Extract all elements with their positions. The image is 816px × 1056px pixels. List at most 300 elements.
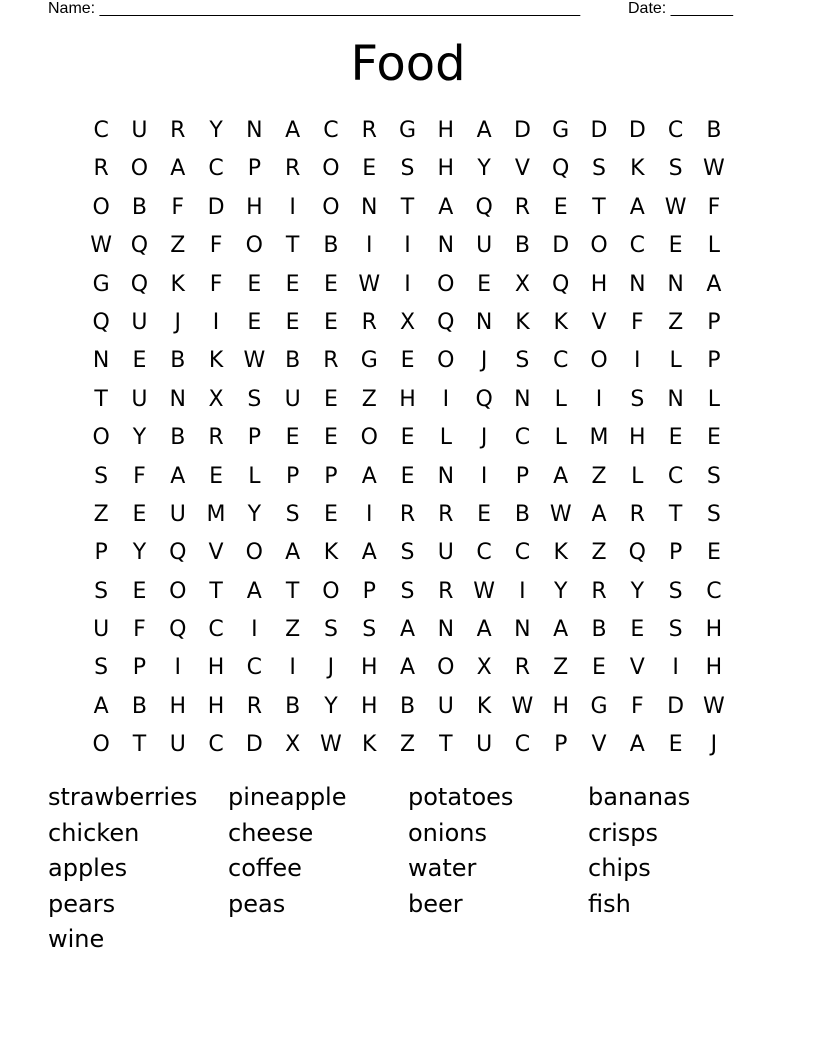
grid-letter[interactable]: Q xyxy=(475,194,493,220)
grid-letter[interactable]: H xyxy=(629,425,646,451)
grid-letter[interactable]: S xyxy=(706,501,721,527)
word-list-item: chicken xyxy=(48,818,140,847)
grid-letter[interactable]: E xyxy=(553,194,568,220)
grid-letter[interactable]: S xyxy=(323,617,338,643)
grid-letter[interactable]: P xyxy=(132,655,147,681)
grid-letter[interactable]: R xyxy=(246,693,262,719)
grid-letter[interactable]: U xyxy=(437,693,454,719)
grid-letter[interactable]: A xyxy=(476,617,492,643)
grid-letter[interactable]: K xyxy=(323,540,339,566)
grid-letter[interactable]: J xyxy=(327,655,335,681)
grid-letter[interactable]: B xyxy=(170,425,186,451)
grid-letter[interactable]: A xyxy=(476,118,492,143)
grid-letter[interactable]: E xyxy=(706,540,721,566)
grid-letter[interactable]: E xyxy=(668,732,683,758)
grid-letter[interactable]: I xyxy=(480,463,488,489)
grid-letter[interactable]: P xyxy=(324,463,338,489)
grid-letter[interactable]: L xyxy=(248,463,261,489)
grid-letter[interactable]: U xyxy=(476,732,493,758)
grid-letter[interactable]: D xyxy=(207,194,225,220)
grid-letter[interactable]: E xyxy=(323,386,338,412)
grid-letter[interactable]: L xyxy=(707,386,721,412)
grid-letter[interactable]: W xyxy=(703,693,725,719)
grid-letter[interactable]: I xyxy=(365,501,373,527)
grid-letter[interactable]: G xyxy=(590,693,608,719)
grid-letter[interactable]: J xyxy=(174,309,181,335)
grid-letter[interactable]: R xyxy=(514,655,531,681)
grid-letter[interactable]: E xyxy=(323,501,338,527)
grid-letter[interactable]: O xyxy=(322,156,340,182)
grid-letter[interactable]: M xyxy=(206,501,226,527)
grid-letter[interactable]: C xyxy=(706,578,722,604)
grid-letter[interactable]: W xyxy=(511,693,534,719)
grid-letter[interactable]: A xyxy=(93,693,109,719)
grid-row xyxy=(82,458,734,496)
grid-letter[interactable]: H xyxy=(360,655,378,681)
grid-letter[interactable]: L xyxy=(554,386,567,412)
grid-letter[interactable]: O xyxy=(322,194,340,220)
grid-letter[interactable]: E xyxy=(362,156,377,182)
grid-letter[interactable]: I xyxy=(212,309,220,335)
grid-letter[interactable]: U xyxy=(131,118,148,143)
grid-letter[interactable]: I xyxy=(174,655,181,681)
grid-letter[interactable]: E xyxy=(285,309,300,335)
grid-letter[interactable]: U xyxy=(131,309,148,335)
grid-letter[interactable]: E xyxy=(132,501,147,527)
grid-letter[interactable]: G xyxy=(360,348,378,374)
grid-letter[interactable]: S xyxy=(592,156,606,182)
grid-letter[interactable]: D xyxy=(628,118,646,143)
grid-letter[interactable]: E xyxy=(668,425,683,451)
grid-letter[interactable]: V xyxy=(591,732,607,758)
grid-letter[interactable]: X xyxy=(399,309,416,335)
grid-letter[interactable]: O xyxy=(360,425,378,451)
grid-letter[interactable]: V xyxy=(629,655,645,681)
grid-letter[interactable]: S xyxy=(94,578,109,604)
grid-letter[interactable]: Z xyxy=(591,463,607,489)
grid-letter[interactable]: N xyxy=(92,348,110,374)
grid-letter[interactable]: J xyxy=(480,425,488,451)
grid-letter[interactable]: S xyxy=(247,386,262,412)
grid-letter[interactable]: S xyxy=(400,578,415,604)
grid-letter[interactable]: A xyxy=(285,540,301,566)
grid-letter[interactable]: E xyxy=(323,309,338,335)
grid-letter[interactable]: U xyxy=(169,501,186,527)
grid-letter[interactable]: J xyxy=(710,732,718,758)
grid-letter[interactable]: E xyxy=(477,271,492,297)
grid-letter[interactable]: N xyxy=(667,271,684,297)
word-list-item: wine xyxy=(48,925,105,953)
grid-letter[interactable]: S xyxy=(630,386,645,412)
grid-letter[interactable]: Y xyxy=(553,578,568,604)
word-list-item: chips xyxy=(588,854,651,882)
grid-letter[interactable]: S xyxy=(400,540,415,566)
grid-letter[interactable]: U xyxy=(476,233,493,259)
grid-letter[interactable]: S xyxy=(668,156,683,182)
grid-letter[interactable]: Q xyxy=(130,271,149,297)
grid-letter[interactable]: N xyxy=(514,386,531,412)
grid-letter[interactable]: G xyxy=(92,271,110,297)
grid-letter[interactable]: Z xyxy=(553,655,569,681)
grid-letter[interactable]: C xyxy=(667,463,684,489)
grid-letter[interactable]: O xyxy=(437,655,455,681)
grid-letter[interactable]: C xyxy=(629,233,645,259)
grid-letter[interactable]: E xyxy=(706,425,721,451)
grid-letter[interactable]: W xyxy=(358,271,381,297)
grid-letter[interactable]: S xyxy=(285,501,300,527)
grid-letter[interactable]: A xyxy=(399,617,416,643)
grid-letter[interactable]: K xyxy=(515,309,530,335)
grid-letter[interactable]: S xyxy=(706,463,721,489)
grid-letter[interactable]: P xyxy=(668,540,683,566)
grid-letter[interactable]: E xyxy=(323,425,338,451)
grid-letter[interactable]: N xyxy=(246,118,263,143)
grid-letter[interactable]: Z xyxy=(170,233,186,259)
grid-letter[interactable]: B xyxy=(131,194,147,220)
grid-letter[interactable]: N xyxy=(629,271,646,297)
grid-letter[interactable]: U xyxy=(437,540,454,566)
grid-letter[interactable]: R xyxy=(629,501,645,527)
grid-letter[interactable]: T xyxy=(285,578,300,604)
grid-letter[interactable]: U xyxy=(169,732,186,758)
grid-letter[interactable]: E xyxy=(285,425,300,451)
grid-letter[interactable]: E xyxy=(323,271,338,297)
grid-letter[interactable]: G xyxy=(398,118,417,143)
grid-letter[interactable]: K xyxy=(476,693,492,719)
grid-letter[interactable]: R xyxy=(361,118,377,143)
grid-letter[interactable]: E xyxy=(132,578,147,604)
grid-letter[interactable]: O xyxy=(92,194,110,220)
grid-letter[interactable]: S xyxy=(515,348,530,374)
grid-letter[interactable]: A xyxy=(553,463,569,489)
grid-letter[interactable]: O xyxy=(92,425,110,451)
grid-letter[interactable]: F xyxy=(209,271,223,297)
grid-letter[interactable]: N xyxy=(360,194,378,220)
grid-letter[interactable]: E xyxy=(630,617,645,643)
grid-letter[interactable]: Q xyxy=(92,309,110,335)
grid-letter[interactable]: S xyxy=(400,156,415,182)
grid-letter[interactable]: F xyxy=(171,194,185,220)
grid-letter[interactable]: O xyxy=(92,732,110,758)
grid-letter[interactable]: H xyxy=(360,693,378,719)
grid-letter[interactable]: H xyxy=(705,617,723,643)
grid-letter[interactable]: N xyxy=(169,386,186,412)
grid-letter[interactable]: R xyxy=(208,425,224,451)
grid-letter[interactable]: N xyxy=(437,617,455,643)
grid-letter[interactable]: F xyxy=(630,693,644,719)
grid-letter[interactable]: T xyxy=(439,732,453,758)
grid-letter[interactable]: H xyxy=(437,118,455,143)
grid-letter[interactable]: I xyxy=(404,233,411,259)
grid-letter[interactable]: H xyxy=(207,693,225,719)
grid-letter[interactable]: A xyxy=(629,194,645,220)
grid-row xyxy=(82,726,734,764)
grid-letter[interactable]: R xyxy=(514,194,531,220)
grid-letter[interactable]: I xyxy=(634,348,641,374)
grid-letter[interactable]: H xyxy=(705,655,723,681)
grid-letter[interactable]: X xyxy=(514,271,530,297)
grid-letter[interactable]: W xyxy=(243,348,266,374)
grid-letter[interactable]: Y xyxy=(324,693,338,719)
grid-letter[interactable]: H xyxy=(552,693,569,719)
grid-letter[interactable]: H xyxy=(590,271,608,297)
grid-letter[interactable]: F xyxy=(707,194,721,220)
grid-letter[interactable]: U xyxy=(93,617,110,643)
grid-letter[interactable]: R xyxy=(438,578,454,604)
grid-letter[interactable]: C xyxy=(514,540,531,566)
grid-letter[interactable]: F xyxy=(133,617,146,643)
grid-letter[interactable]: N xyxy=(475,309,493,335)
grid-letter[interactable]: T xyxy=(592,194,606,220)
grid-letter[interactable]: O xyxy=(437,348,455,374)
grid-letter[interactable]: L xyxy=(707,233,721,259)
grid-letter[interactable]: N xyxy=(437,463,455,489)
grid-letter[interactable]: E xyxy=(400,463,415,489)
grid-letter[interactable]: Z xyxy=(361,386,377,412)
grid-letter[interactable]: Q xyxy=(169,617,187,643)
grid-letter[interactable]: W xyxy=(703,156,725,182)
grid-letter[interactable]: K xyxy=(553,309,568,335)
grid-letter[interactable]: L xyxy=(439,425,452,451)
grid-letter[interactable]: Q xyxy=(552,156,570,182)
grid-letter[interactable]: S xyxy=(94,463,109,489)
word-list-item: pears xyxy=(48,889,116,918)
grid-letter[interactable]: W xyxy=(664,194,687,220)
grid-letter[interactable]: O xyxy=(245,233,263,259)
grid-letter[interactable]: B xyxy=(514,501,530,527)
grid-letter[interactable]: A xyxy=(553,617,569,643)
grid-letter[interactable]: Y xyxy=(132,540,147,566)
grid-letter[interactable]: Z xyxy=(399,732,416,758)
grid-letter[interactable]: D xyxy=(245,732,263,758)
grid-letter[interactable]: F xyxy=(630,309,644,335)
grid-letter[interactable]: D xyxy=(552,233,570,259)
grid-letter[interactable]: C xyxy=(553,348,569,374)
grid-letter[interactable]: D xyxy=(667,693,685,719)
grid-letter[interactable]: R xyxy=(170,118,186,143)
grid-letter[interactable]: B xyxy=(706,118,722,143)
grid-letter[interactable]: N xyxy=(514,617,531,643)
grid-letter[interactable]: O xyxy=(590,348,608,374)
grid-letter[interactable]: I xyxy=(595,386,603,412)
grid-letter[interactable]: A xyxy=(629,732,645,758)
grid-letter[interactable]: Z xyxy=(285,617,301,643)
grid-letter[interactable]: O xyxy=(169,578,187,604)
grid-letter[interactable]: E xyxy=(132,348,147,374)
grid-letter[interactable]: N xyxy=(667,386,684,412)
grid-letter[interactable]: R xyxy=(591,578,607,604)
grid-letter[interactable]: S xyxy=(668,617,683,643)
grid-letter[interactable]: Z xyxy=(591,540,607,566)
grid-letter[interactable]: O xyxy=(590,233,608,259)
grid-letter[interactable]: D xyxy=(590,118,608,143)
grid-letter[interactable]: W xyxy=(320,732,342,758)
grid-letter[interactable]: V xyxy=(591,309,607,335)
grid-letter[interactable]: E xyxy=(477,501,492,527)
grid-letter[interactable]: I xyxy=(672,655,679,681)
grid-letter[interactable]: Q xyxy=(475,386,493,412)
grid-letter[interactable]: T xyxy=(94,386,108,412)
grid-letter[interactable]: E xyxy=(400,348,415,374)
grid-letter[interactable]: A xyxy=(285,118,301,143)
grid-letter[interactable]: E xyxy=(592,655,606,681)
grid-letter[interactable]: T xyxy=(132,732,147,758)
grid-row xyxy=(82,304,734,342)
grid-letter[interactable]: P xyxy=(707,348,721,374)
grid-letter[interactable]: S xyxy=(94,655,109,681)
grid-letter[interactable]: E xyxy=(209,463,223,489)
grid-letter[interactable]: C xyxy=(208,617,224,643)
grid-letter[interactable]: P xyxy=(554,732,568,758)
word-list-item: crisps xyxy=(588,818,658,847)
grid-letter[interactable]: T xyxy=(400,194,415,220)
grid-letter[interactable]: E xyxy=(400,425,415,451)
grid-letter[interactable]: H xyxy=(169,693,187,719)
grid-letter[interactable]: M xyxy=(589,425,609,451)
grid-letter[interactable]: R xyxy=(284,156,301,182)
grid-letter[interactable]: I xyxy=(442,386,450,412)
grid-letter[interactable]: R xyxy=(93,156,109,182)
grid-letter[interactable]: Y xyxy=(209,118,223,143)
grid-letter[interactable]: P xyxy=(362,578,376,604)
grid-letter[interactable]: A xyxy=(399,655,416,681)
grid-letter[interactable]: Q xyxy=(437,309,455,335)
grid-letter[interactable]: Q xyxy=(628,540,646,566)
grid-letter[interactable]: L xyxy=(554,425,567,451)
grid-letter[interactable]: Z xyxy=(93,501,109,527)
grid-letter[interactable]: E xyxy=(285,271,300,297)
grid-letter[interactable]: O xyxy=(437,271,455,297)
grid-letter[interactable]: Q xyxy=(130,233,149,259)
grid-letter[interactable]: P xyxy=(247,156,261,182)
grid-letter[interactable]: L xyxy=(631,463,644,489)
grid-letter[interactable]: I xyxy=(251,617,258,643)
grid-letter[interactable]: I xyxy=(404,271,411,297)
grid-letter[interactable]: W xyxy=(473,578,495,604)
grid-letter[interactable]: C xyxy=(514,732,531,758)
grid-letter[interactable]: B xyxy=(399,693,416,719)
grid-letter[interactable]: A xyxy=(706,271,722,297)
grid-letter[interactable]: I xyxy=(519,578,526,604)
grid-letter[interactable]: K xyxy=(362,732,377,758)
grid-letter[interactable]: R xyxy=(438,501,454,527)
grid-letter[interactable]: R xyxy=(399,501,416,527)
grid-letter[interactable]: P xyxy=(515,463,530,489)
grid-letter[interactable]: E xyxy=(247,309,262,335)
grid-letter[interactable]: C xyxy=(323,118,339,143)
grid-letter[interactable]: B xyxy=(170,348,186,374)
grid-letter[interactable]: N xyxy=(437,233,455,259)
grid-letter[interactable]: W xyxy=(90,233,113,259)
grid-letter[interactable]: G xyxy=(552,118,570,143)
grid-letter[interactable]: A xyxy=(170,156,186,182)
grid-letter[interactable]: X xyxy=(285,732,301,758)
grid-letter[interactable]: C xyxy=(93,118,109,143)
grid-letter[interactable]: T xyxy=(285,233,300,259)
grid-letter[interactable]: W xyxy=(549,501,572,527)
grid-letter[interactable]: B xyxy=(591,617,607,643)
header-fields xyxy=(48,0,748,20)
grid-letter[interactable]: B xyxy=(131,693,147,719)
grid-letter[interactable]: D xyxy=(513,118,531,143)
grid-letter[interactable]: V xyxy=(208,540,224,566)
grid-letter[interactable]: Y xyxy=(132,425,147,451)
grid-letter[interactable]: C xyxy=(208,732,224,758)
grid-letter[interactable]: I xyxy=(289,194,296,220)
grid-letter[interactable]: E xyxy=(668,233,683,259)
grid-letter[interactable]: X xyxy=(208,386,224,412)
grid-letter[interactable]: F xyxy=(133,463,146,489)
grid-letter[interactable]: H xyxy=(246,194,263,220)
grid-letter[interactable]: A xyxy=(591,501,607,527)
grid-letter[interactable]: O xyxy=(130,156,149,182)
grid-letter[interactable]: H xyxy=(207,655,225,681)
grid-letter[interactable]: E xyxy=(247,271,262,297)
grid-letter[interactable]: S xyxy=(668,578,683,604)
grid-letter[interactable]: A xyxy=(170,463,186,489)
grid-letter[interactable]: P xyxy=(94,540,108,566)
grid-letter[interactable]: A xyxy=(361,540,377,566)
grid-letter[interactable]: P xyxy=(707,309,721,335)
grid-letter[interactable]: A xyxy=(361,463,377,489)
grid-letter[interactable]: R xyxy=(323,348,339,374)
grid-letter[interactable]: I xyxy=(365,233,373,259)
grid-letter[interactable]: K xyxy=(553,540,568,566)
grid-letter[interactable]: P xyxy=(247,425,261,451)
grid-letter[interactable]: B xyxy=(285,693,301,719)
grid-letter[interactable]: O xyxy=(322,578,340,604)
grid-letter[interactable]: Q xyxy=(169,540,187,566)
grid-letter[interactable]: Z xyxy=(668,309,684,335)
grid-letter[interactable]: L xyxy=(669,348,682,374)
grid-letter[interactable]: H xyxy=(437,156,455,182)
grid-letter[interactable]: Q xyxy=(552,271,570,297)
grid-letter[interactable]: C xyxy=(667,118,684,143)
grid-letter[interactable]: K xyxy=(170,271,185,297)
grid-letter[interactable]: U xyxy=(131,386,148,412)
grid-letter[interactable]: C xyxy=(246,655,263,681)
grid-letter[interactable]: J xyxy=(480,348,488,374)
grid-letter[interactable]: B xyxy=(514,233,530,259)
grid-letter[interactable]: V xyxy=(514,156,530,182)
word-list-item: bananas xyxy=(588,783,691,811)
grid-letter[interactable]: H xyxy=(399,386,416,412)
grid-letter[interactable]: C xyxy=(476,540,492,566)
grid-letter[interactable]: U xyxy=(284,386,301,412)
grid-letter[interactable]: K xyxy=(630,156,645,182)
grid-letter[interactable]: X xyxy=(476,655,492,681)
grid-letter[interactable]: I xyxy=(289,655,296,681)
grid-letter[interactable]: T xyxy=(209,578,223,604)
grid-letter[interactable]: O xyxy=(245,540,263,566)
grid-letter[interactable]: C xyxy=(208,156,224,182)
grid-row xyxy=(82,688,734,726)
grid-letter[interactable]: S xyxy=(362,617,377,643)
grid-letter[interactable]: A xyxy=(246,578,262,604)
grid-letter[interactable]: T xyxy=(668,501,683,527)
grid-letter[interactable]: Y xyxy=(477,156,491,182)
grid-letter[interactable]: K xyxy=(208,348,224,374)
grid-letter[interactable]: P xyxy=(285,463,300,489)
grid-letter[interactable]: F xyxy=(209,233,223,259)
grid-letter[interactable]: B xyxy=(323,233,339,259)
grid-letter[interactable]: Y xyxy=(630,578,645,604)
grid-letter[interactable]: C xyxy=(514,425,531,451)
grid-letter[interactable]: A xyxy=(438,194,454,220)
grid-letter[interactable]: R xyxy=(361,309,377,335)
grid-letter[interactable]: Y xyxy=(247,501,262,527)
grid-letter[interactable]: B xyxy=(285,348,301,374)
